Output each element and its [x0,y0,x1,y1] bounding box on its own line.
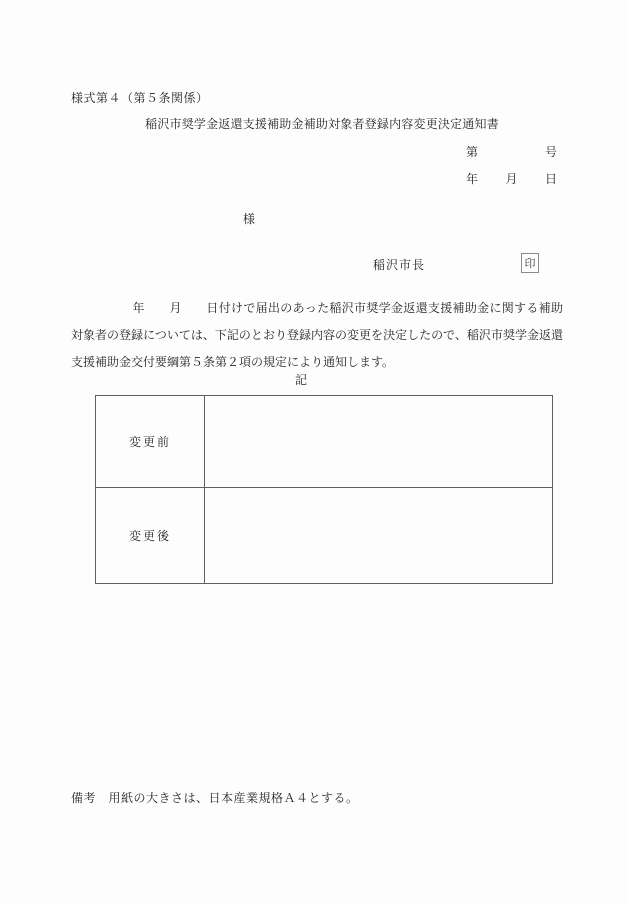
seal-mark: 印 [521,253,539,273]
table-row-after [96,488,553,584]
table-row-before [96,396,553,488]
row-value-before [205,396,553,488]
date-year-label: 年 [466,172,479,186]
body-paragraph [71,295,563,376]
document-title: 稲沢市奨学金返還支援補助金補助対象者登録内容変更決定通知書 [145,117,499,131]
date-month-label: 月 [505,172,518,186]
doc-number-suffix: 号 [544,145,557,159]
date-day-label: 日 [544,172,557,186]
change-table [95,395,553,584]
doc-number-prefix: 第 [466,145,479,159]
issuer-name: 稲沢市長 [373,258,426,272]
form-number-label: 様式第４（第５条関係） [71,91,209,105]
row-label-after: 変更後 [96,488,205,584]
recipient-honorific: 様 [243,212,256,226]
row-label-before: 変更前 [96,396,205,488]
body-line-2: 対象者の登録については、下記のとおり登録内容の変更を決定したので、稲沢市奨学金返還 [71,328,563,342]
body-line-1: 年 月 日付けで届出のあった稲沢市奨学金返還支援補助金に関する補助 [71,301,563,315]
body-line-3: 支援補助金交付要綱第５条第２項の規定により通知します。 [71,355,395,369]
paper-size-note: 備考 用紙の大きさは、日本産業規格Ａ４とする。 [71,791,359,805]
row-value-after [205,488,553,584]
date-line [466,170,557,187]
record-marker: 記 [294,373,307,387]
document-number-line [466,143,557,160]
